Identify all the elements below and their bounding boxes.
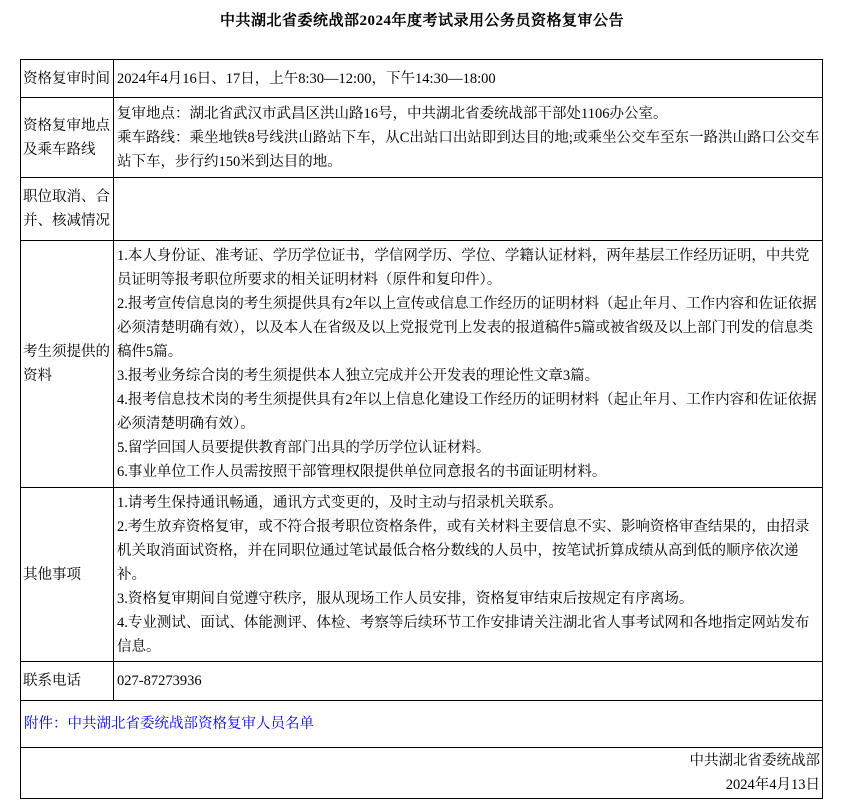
other-matters-value xyxy=(114,488,823,662)
other-matters-item: 1.请考生保持通讯畅通，通讯方式变更的，及时主动与招录机关联系。 xyxy=(117,494,563,511)
review-time-label: 资格复审时间 xyxy=(21,60,114,98)
route-paragraph: 乘车路线：乘坐地铁8号线洪山路站下车，从C出站口出站即到达目的地;或乘坐公交车至东一路洪山路口公交车站下车，步行约150米到达目的地。 xyxy=(117,129,820,170)
other-matters-item: 2.考生放弃资格复审，或不符合报考职位资格条件，或有关材料主要信息不实、影响资格审查结果的，由招录机关取消面试资格，并在同职位通过笔试最低合格分数线的人员中，按笔试折算成绩从高到低的顺序依次递补。 xyxy=(117,518,810,583)
materials-item: 6.事业单位工作人员需按照干部管理权限提供单位同意报名的书面证明材料。 xyxy=(117,464,607,480)
required-materials-value xyxy=(114,241,823,488)
signature-org: 中共湖北省委统战部 xyxy=(689,753,820,769)
contact-phone-row xyxy=(21,662,823,701)
announcement-table xyxy=(20,59,823,799)
review-location-value xyxy=(114,98,823,178)
other-matters-label: 其他事项 xyxy=(21,488,114,662)
review-time-row xyxy=(21,60,823,98)
signature-row xyxy=(21,748,823,799)
review-time-value: 2024年4月16日、17日，上午8:30—12:00，下午14:30—18:00 xyxy=(114,60,823,98)
location-paragraph: 复审地点：湖北省武汉市武昌区洪山路16号，中共湖北省委统战部干部处1106办公室。 xyxy=(117,105,668,122)
materials-item: 1.本人身份证、准考证、学历学位证书，学信网学历、学位、学籍认证材料，两年基层工作经历证明，中共党员证明等报考职位所要求的相关证明材料（原件和复印件）。 xyxy=(117,248,810,288)
attachment-row xyxy=(21,701,823,748)
position-changes-row xyxy=(21,178,823,241)
attachment-cell xyxy=(21,701,823,748)
other-matters-row xyxy=(21,488,823,662)
materials-item: 2.报考宣传信息岗的考生须提供具有2年以上宣传或信息工作经历的证明材料（起止年月、工作内容和佐证依据必须清楚明确有效），以及本人在省级及以上党报党刊上发表的报道稿件5篇或被省级及以上部门刊发的信息类稿件5篇。 xyxy=(117,296,817,360)
materials-item: 3.报考业务综合岗的考生须提供本人独立完成并公开发表的理论性文章3篇。 xyxy=(117,368,600,384)
materials-item: 4.报考信息技术岗的考生须提供具有2年以上信息化建设工作经历的证明材料（起止年月、工作内容和佐证依据必须清楚明确有效）。 xyxy=(117,392,817,432)
required-materials-label: 考生须提供的资料 xyxy=(21,241,114,488)
position-changes-value xyxy=(114,178,823,241)
materials-item: 5.留学回国人员要提供教育部门出具的学历学位认证材料。 xyxy=(117,440,491,456)
page-title: 中共湖北省委统战部2024年度考试录用公务员资格复审公告 xyxy=(219,13,624,29)
other-matters-item: 3.资格复审期间自觉遵守秩序，服从现场工作人员安排，资格复审结束后按规定有序离场。 xyxy=(117,590,694,607)
review-location-row xyxy=(21,98,823,178)
required-materials-row xyxy=(21,241,823,488)
contact-phone-label: 联系电话 xyxy=(21,662,114,701)
signature-cell xyxy=(21,748,823,799)
other-matters-item: 4.专业测试、面试、体能测评、体检、考察等后续环节工作安排请关注湖北省人事考试网和各地指定网站发布信息。 xyxy=(117,614,810,655)
signature-date: 2024年4月13日 xyxy=(725,777,820,793)
attachment-link[interactable]: 附件：中共湖北省委统战部资格复审人员名单 xyxy=(24,716,314,732)
position-changes-label: 职位取消、合并、核减情况 xyxy=(21,178,114,241)
review-location-label: 资格复审地点及乘车路线 xyxy=(21,98,114,178)
contact-phone-value: 027-87273936 xyxy=(114,662,823,701)
